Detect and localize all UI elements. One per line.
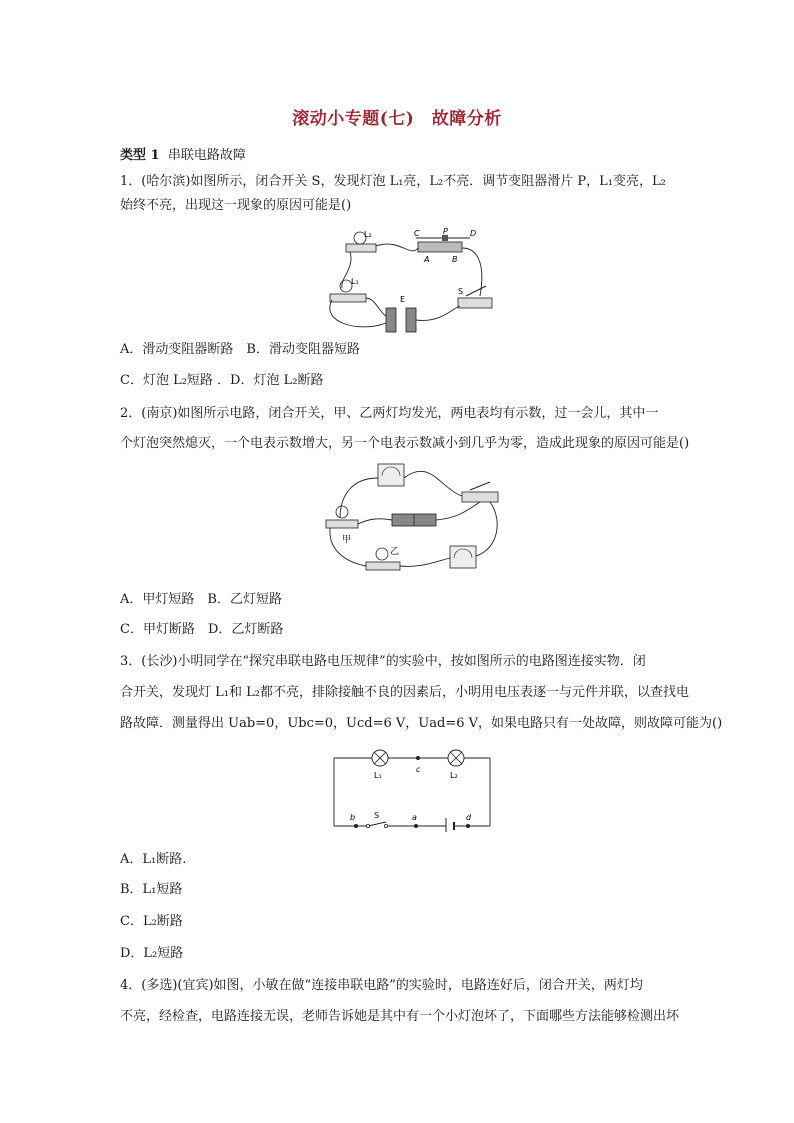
section-label: 类型 1 [120, 148, 160, 163]
section-heading [120, 144, 246, 163]
section-name: 串联电路故障 [167, 148, 246, 163]
q3-circuit-diagram [328, 748, 496, 832]
q3-option-c: C．L₂断路 [120, 914, 183, 929]
q3-option-d: D．L₂短路 [120, 946, 184, 961]
q3-label-l2: L₂ [450, 771, 458, 780]
q3-line2: 合开关，发现灯 L₁和 L₂都不亮，排除接触不良的因素后，小明用电压表逐一与元件并联，以查找电 [120, 685, 689, 700]
q2-line2: 个灯泡突然熄灭，一个电表示数增大，另一个电表示数减小到几乎为零，造成此现象的原因可能是() [120, 436, 690, 451]
q3-line3: 路故障．测量得出 Uab=0，Ubc=0，Ucd=6 V，Uad=6 V，如果电路只有一处故障，则故障可能为() [120, 716, 723, 731]
q1-label-s: S [458, 287, 464, 296]
q2-options-cd: C．甲灯断路 D．乙灯断路 [120, 622, 284, 637]
q2-options-ab: A．甲灯短路 B．乙灯短路 [120, 592, 282, 607]
q3-label-l1: L₁ [374, 771, 382, 780]
q1-label-e: E [400, 295, 406, 304]
q1-label-c: C [414, 229, 420, 238]
q2-label-yi: 乙 [390, 547, 400, 557]
q1-options-ab: A．滑动变阻器断路 B．滑动变阻器短路 [120, 342, 360, 357]
q3-label-d: d [466, 813, 472, 822]
q3-label-b: b [350, 813, 356, 822]
q1-line2: 始终不亮，出现这一现象的原因可能是() [120, 198, 352, 213]
q3-line1: 3．(长沙)小明同学在“探究串联电路电压规律”的实验中，按如图所示的电路图连接实物．闭 [120, 654, 646, 669]
q2-line1: 2．(南京)如图所示电路，闭合开关，甲、乙两灯均发光，两电表均有示数，过一会儿，其中一 [120, 406, 659, 421]
q3-label-a: a [412, 813, 417, 822]
q1-label-l1: L₁ [351, 277, 359, 286]
q2-label-jia: 甲 [342, 535, 352, 545]
q1-label-p: P [443, 228, 448, 236]
q4-line1: 4．(多选)(宜宾)如图，小敏在做“连接串联电路”的实验时，电路连好后，闭合开关，两灯均 [120, 978, 643, 993]
q1-circuit-figure [320, 228, 500, 336]
q4-line2: 不亮，经检查，电路连接无误，老师告诉她是其中有一个小灯泡坏了，下面哪些方法能够检测出坏 [120, 1009, 680, 1024]
page-title: 滚动小专题(七) 故障分析 [292, 109, 502, 129]
q2-circuit-figure [320, 458, 506, 582]
q1-label-a: A [424, 255, 430, 264]
q1-label-b: B [452, 255, 458, 264]
q1-label-d: D [470, 229, 477, 238]
q3-label-c: c [416, 765, 421, 774]
q3-option-a: A．L₁断路. [120, 852, 187, 867]
q3-label-s: S [374, 811, 380, 820]
q1-options-cd: C．灯泡 L₂短路 ．D．灯泡 L₂断路 [120, 373, 324, 388]
q1-line1: 1．(哈尔滨)如图所示，闭合开关 S，发现灯泡 L₁亮，L₂不亮．调节变阻器滑片 P，L₁变亮，L₂ [120, 174, 666, 189]
q1-label-l2: L₂ [364, 230, 372, 239]
q3-option-b: B．L₁短路 [120, 882, 183, 897]
